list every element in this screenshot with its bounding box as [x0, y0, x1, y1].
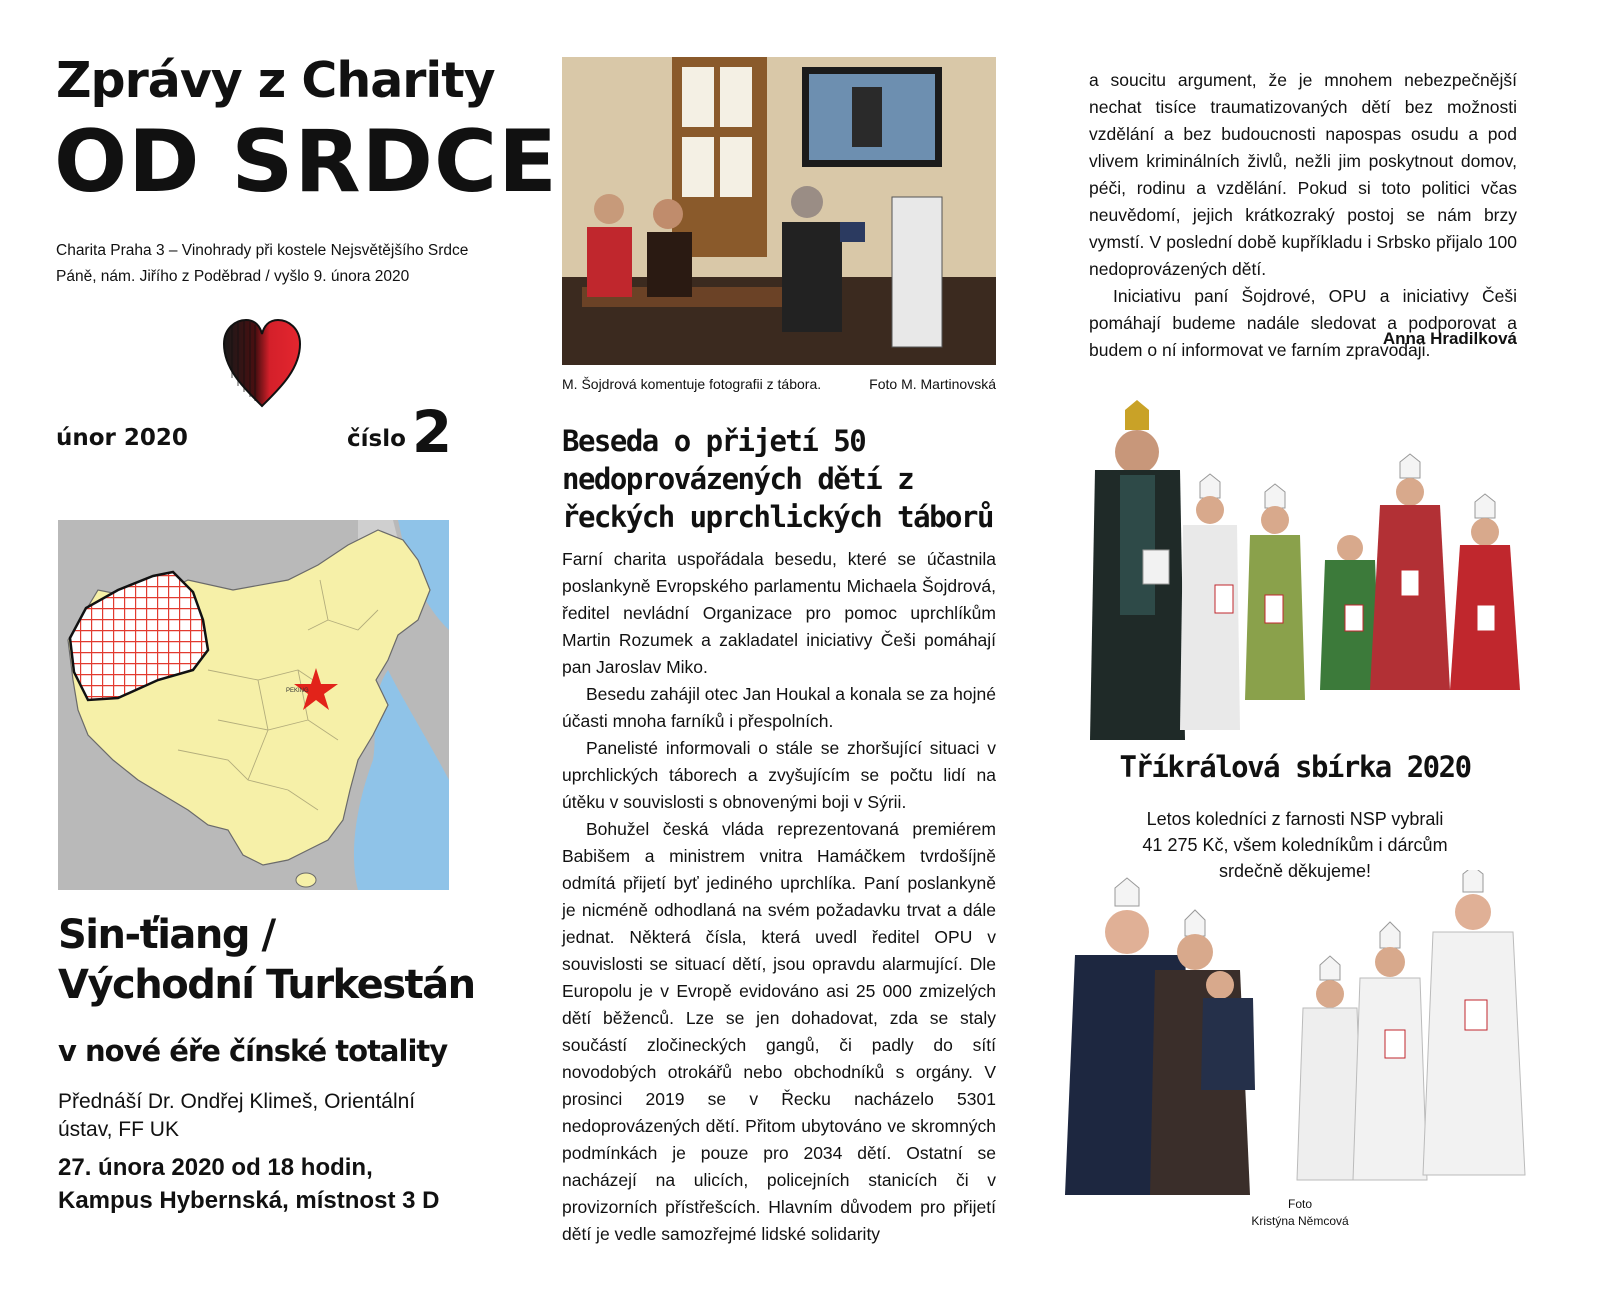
collection-text-line-3: srdečně děkujeme!	[1218, 861, 1372, 881]
article-author: Anna Hradilková	[1382, 329, 1517, 348]
photo-credit-label: Foto	[1287, 1197, 1312, 1211]
map-city-label: PEKING	[286, 688, 309, 694]
article-paragraph: Bohužel česká vláda reprezentovaná premiérem Babišem a ministrem vnitra Hamáčkem tvrdošíjně odmítá přijetí byť jediného uprchlíka. Paní poslankyně je nicméně odhodlaná na svém požadavku trvat a dále jednat. Některá čísla, která uvedl ředitel OPU v souvislosti se situací dětí, jsou opravdu alarmující. Dle Europolu je v Evropě evidováno asi 25 000 zmizelých dětí běženců. Lze se jen dohadovat, zda se staly součástí zločineckých gangů, či padly do sítí novodobých otrokářů nebo obchodníků s orgány. V prosinci 2019 se v Řecku nacházelo 5301 nedoprovázených dětí. Přitom ubytováno ve skromných podmínkách je pouze pro 2034 dětí. Ostatní se nacházejí na ulicích, policejních stanicích či v provizorních přístřešcích. Hlavním důvodem pro přijetí dětí je vedle samozřejmé lidské solidarity	[562, 819, 996, 1244]
masthead-title: Zprávy z Charity	[56, 52, 495, 109]
publisher-info	[56, 238, 476, 290]
lecture-title	[58, 910, 498, 1010]
lecture-place: Kampus Hybernská, místnost 3 D	[58, 1187, 440, 1214]
lecture-title-line-2: Východní Turkestán	[58, 962, 475, 1008]
issue-number-value: 2	[411, 398, 453, 466]
article-paragraph: Besedu zahájil otec Jan Houkal a konala se za hojné účasti mnoha farníků i přespolních.	[562, 684, 996, 731]
issue-number	[347, 398, 452, 466]
china-map	[58, 520, 449, 890]
photo-credit: Foto M. Martinovská	[869, 376, 996, 392]
heart-icon	[222, 318, 302, 410]
collection-text-line-1: Letos koledníci z farnosti NSP vybrali	[1146, 809, 1444, 829]
lecture-title-line-1: Sin-ťiang /	[58, 912, 275, 958]
article-continuation	[1089, 67, 1517, 364]
lecture-date: 27. února 2020 od 18 hodin,	[58, 1154, 373, 1181]
issue-label: číslo	[347, 426, 406, 452]
photo-credit-name: Kristýna Němcová	[1251, 1214, 1349, 1228]
publisher-line-1: Charita Praha 3 – Vinohrady při kostele Nejsvětějšího Srdce	[56, 242, 469, 259]
photo-caption	[562, 376, 996, 392]
article-paragraph: Panelisté informovali o stále se zhoršující situaci v uprchlických táborech a zvyšujícím se počtu lidí na útěku v souvislosti s obnovenými boji v Sýrii.	[562, 738, 996, 812]
lecture-time-place	[58, 1151, 498, 1217]
publisher-line-2: Páně, nám. Jiřího z Poděbrad / vyšlo 9. února 2020	[56, 268, 410, 285]
collection-title: Tříkrálová sbírka 2020	[1119, 750, 1471, 784]
article-body	[562, 546, 996, 1248]
article-paragraph: Iniciativu paní Šojdrové, OPU a iniciativy Češi pomáhají budeme nadále sledovat a podporovat a budem o ní informovat ve farním zpravodaji.	[1089, 286, 1517, 360]
photo-carolers-group	[1065, 400, 1535, 750]
article-paragraph: Farní charita uspořádala besedu, které se účastnila poslankyně Evropského parlamentu Michaela Šojdrová, ředitel nevládní Organizace pro pomoc uprchlíkům Martin Rozumek a zakladatel iniciativy Češi pomáhají pan Jaroslav Miko.	[562, 549, 996, 677]
lecture-subtitle: v nové éře čínské totality	[58, 1034, 448, 1068]
masthead-name: OD SRDCE	[54, 112, 558, 212]
photo-caption-text: M. Šojdrová komentuje fotografii z tábora.	[562, 376, 822, 392]
photo-credit-2	[1220, 1196, 1380, 1230]
photo-panel-discussion	[562, 57, 996, 365]
collection-text-line-2: 41 275 Kč, všem koledníkům i dárcům	[1142, 835, 1448, 855]
lecture-speaker: Přednáší Dr. Ondřej Klimeš, Orientální ústav, FF UK	[58, 1090, 416, 1141]
issue-month: únor 2020	[56, 425, 188, 451]
article-paragraph: a soucitu argument, že je mnohem nebezpečnější nechat tisíce traumatizovaných dětí bez možnosti vzdělání a bez budoucnosti napospas osudu a pod vlivem kriminálních živlů, nežli jim poskytnout domov, péči, rodinu a vzdělání. Pokud si toto politici včas neuvědomí, jejich krátkozraký postoj se nám brzy vymstí. V poslední době kupříkladu i Srbsko přijalo 100 nedoprovázených dětí.	[1089, 70, 1517, 279]
article-title: Beseda o přijetí 50 nedoprovázených dětí z řeckých uprchlických táborů	[562, 424, 993, 534]
photo-carolers-church	[1055, 870, 1535, 1200]
